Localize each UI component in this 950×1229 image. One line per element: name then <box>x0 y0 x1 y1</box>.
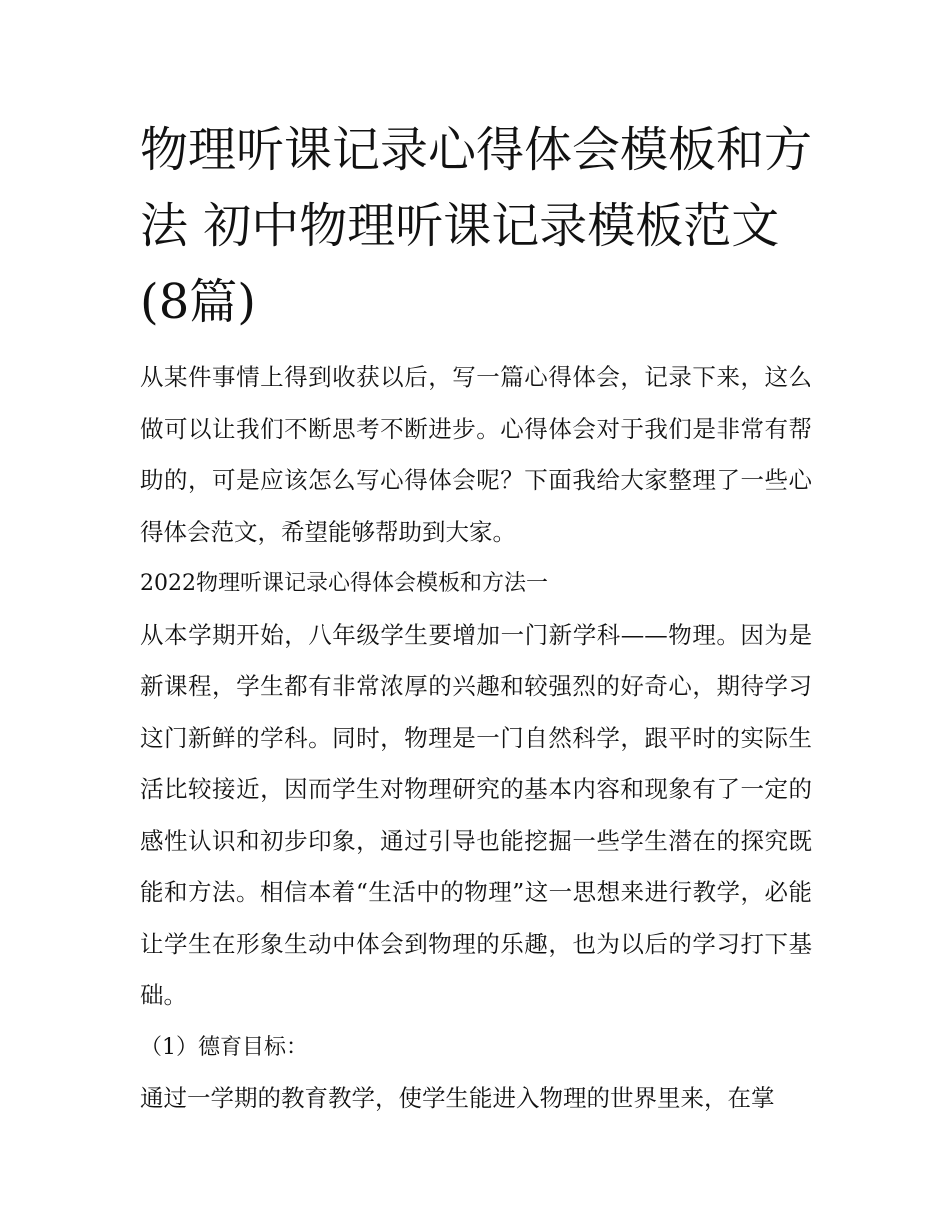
section-heading: 2022物理听课记录心得体会模板和方法一 <box>140 571 548 596</box>
final-paragraph: 通过一学期的教育教学，使学生能进入物理的世界里来，在掌 <box>140 1084 775 1112</box>
document-page <box>140 112 812 1125</box>
moral-goal-subheading: （1）德育目标： <box>140 1034 308 1060</box>
intro-paragraph: 从某件事情上得到收获以后，写一篇心得体会，记录下来，这么做可以让我们不断思考不断进步。心得体会对于我们是非常有帮助的，可是应该怎么写心得体会呢？下面我给大家整理了一些心得体会范文，希望能够帮助到大家。 <box>140 363 812 546</box>
document-title: 物理听课记录心得体会模板和方法 初中物理听课记录模板范文(8篇) <box>140 122 813 330</box>
section-body-paragraph: 从本学期开始，八年级学生要增加一门新学科——物理。因为是新课程，学生都有非常浓厚的兴趣和较强烈的好奇心，期待学习这门新鲜的学科。同时，物理是一门自然科学，跟平时的实际生活比较接近，因而学生对物理研究的基本内容和现象有了一定的感性认识和初步印象，通过引导也能挖掘一些学生潜在的探究既能和方法。相信本着“生活中的物理”这一思想来进行教学，必能让学生在形象生动中体会到物理的乐趣，也为以后的学习打下基础。 <box>140 620 812 1009</box>
